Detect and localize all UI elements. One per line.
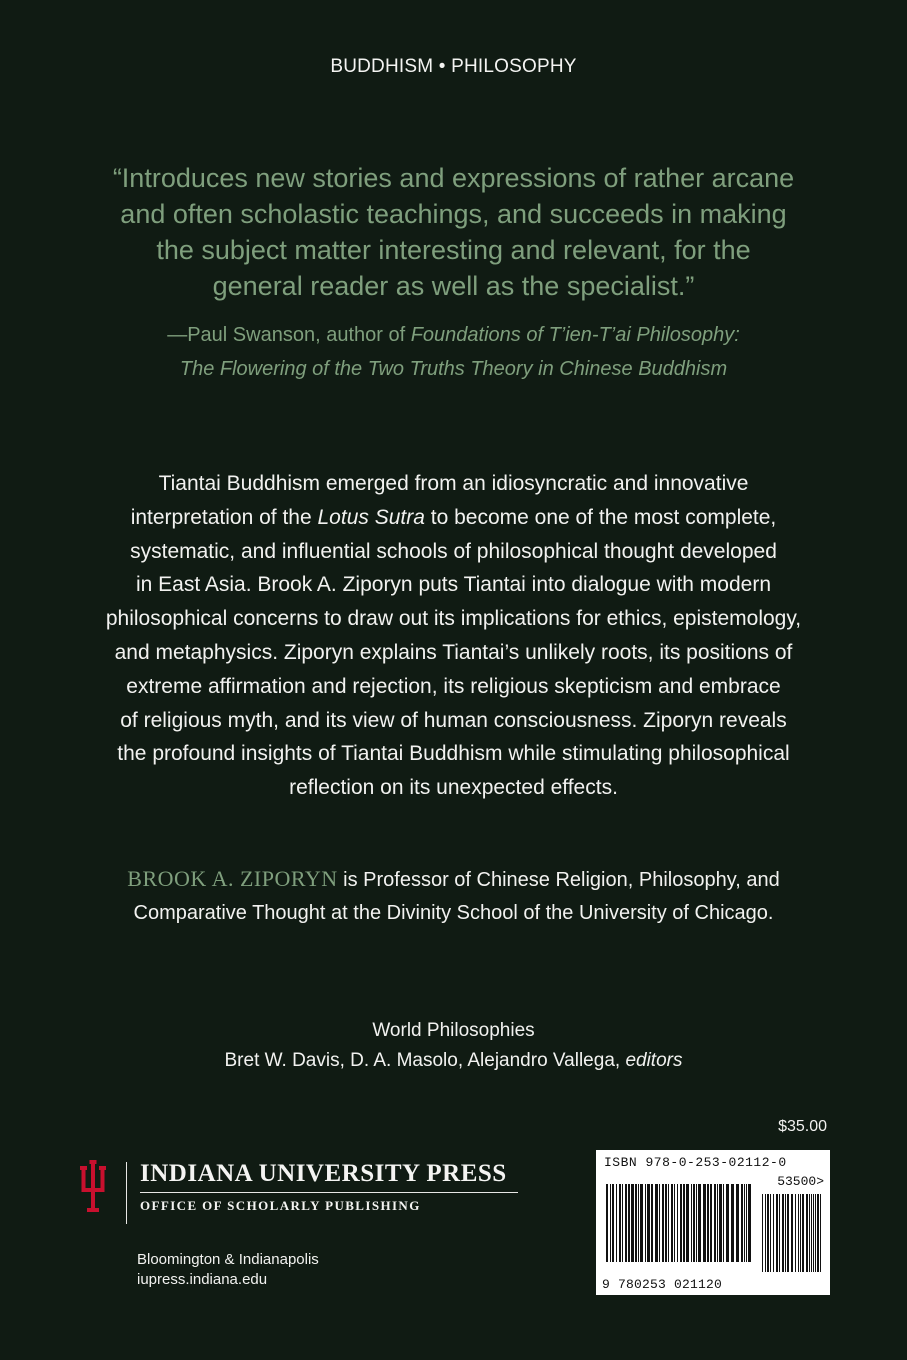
description-line: the profound insights of Tiantai Buddhism while stimulating philosophical bbox=[117, 742, 790, 766]
category-label: BUDDHISM • PHILOSOPHY bbox=[330, 56, 577, 77]
iu-trident-logo-icon bbox=[80, 1160, 106, 1212]
quote-attribution bbox=[80, 318, 827, 386]
isbn-label bbox=[604, 1155, 787, 1170]
book-description bbox=[60, 467, 847, 805]
author-bio-text: Comparative Thought at the Divinity School of the University of Chicago. bbox=[133, 902, 774, 924]
description-text: to become one of the most complete, bbox=[424, 505, 777, 529]
attribution-prefix: —Paul Swanson, author of bbox=[167, 324, 411, 346]
description-line: extreme affirmation and rejection, its religious skepticism and embrace bbox=[126, 674, 781, 698]
description-line: in East Asia. Brook A. Ziporyn puts Tiantai into dialogue with modern bbox=[135, 573, 771, 597]
description-line: of religious myth, and its view of human consciousness. Ziporyn reveals bbox=[120, 708, 787, 732]
description-line: philosophical concerns to draw out its implications for ethics, epistemology, bbox=[105, 607, 802, 631]
endorsement-quote bbox=[90, 160, 817, 304]
isbn-barcode bbox=[596, 1150, 830, 1295]
publisher-subtitle: OFFICE OF SCHOLARLY PUBLISHING bbox=[140, 1198, 421, 1213]
isbn-number: ISBN 978-0-253-02112-0 bbox=[604, 1155, 787, 1170]
series-editors: Bret W. Davis, D. A. Masolo, Alejandro Vallega, bbox=[224, 1050, 626, 1071]
description-line: systematic, and influential schools of philosophical thought developed bbox=[130, 539, 777, 563]
description-line: Tiantai Buddhism emerged from an idiosyncratic and innovative bbox=[158, 472, 749, 495]
description-text: interpretation of the bbox=[130, 505, 318, 529]
series-title: World Philosophies bbox=[372, 1020, 535, 1041]
description-line: reflection on its unexpected effects. bbox=[289, 776, 618, 800]
publisher-city: Bloomington & Indianapolis bbox=[137, 1251, 319, 1268]
price-label: $35.00 bbox=[778, 1118, 827, 1135]
publisher-location bbox=[137, 1250, 319, 1290]
author-bio-text: is Professor of Chinese Religion, Philosophy, and bbox=[337, 869, 780, 891]
publisher-rule bbox=[140, 1192, 518, 1193]
attribution-title: Foundations of T’ien-T’ai Philosophy: bbox=[410, 324, 740, 346]
series-info bbox=[0, 1016, 907, 1076]
logo-divider bbox=[126, 1162, 127, 1224]
author-name: BROOK A. ZIPORYN bbox=[127, 866, 338, 891]
publisher-website: iupress.indiana.edu bbox=[137, 1271, 268, 1288]
quote-line: and often scholastic teachings, and succeeds in making bbox=[120, 199, 787, 229]
publisher-name: INDIANA UNIVERSITY PRESS bbox=[140, 1160, 507, 1187]
quote-line: general reader as well as the specialist.” bbox=[212, 271, 695, 301]
ean-digits: 9 780253 021120 bbox=[602, 1277, 723, 1292]
lotus-sutra-title: Lotus Sutra bbox=[317, 505, 425, 529]
quote-line: “Introduces new stories and expressions of rather arcane bbox=[112, 163, 795, 193]
price-addon-digits: 53500> bbox=[777, 1174, 824, 1189]
editors-label: editors bbox=[625, 1050, 683, 1071]
attribution-title-cont: The Flowering of the Two Truths Theory in Chinese Buddhism bbox=[179, 358, 728, 380]
barcode-bars bbox=[602, 1176, 826, 1276]
author-bio bbox=[60, 862, 847, 930]
quote-line: the subject matter interesting and relevant, for the bbox=[156, 235, 751, 265]
description-line: and metaphysics. Ziporyn explains Tiantai’s unlikely roots, its positions of bbox=[114, 640, 793, 664]
